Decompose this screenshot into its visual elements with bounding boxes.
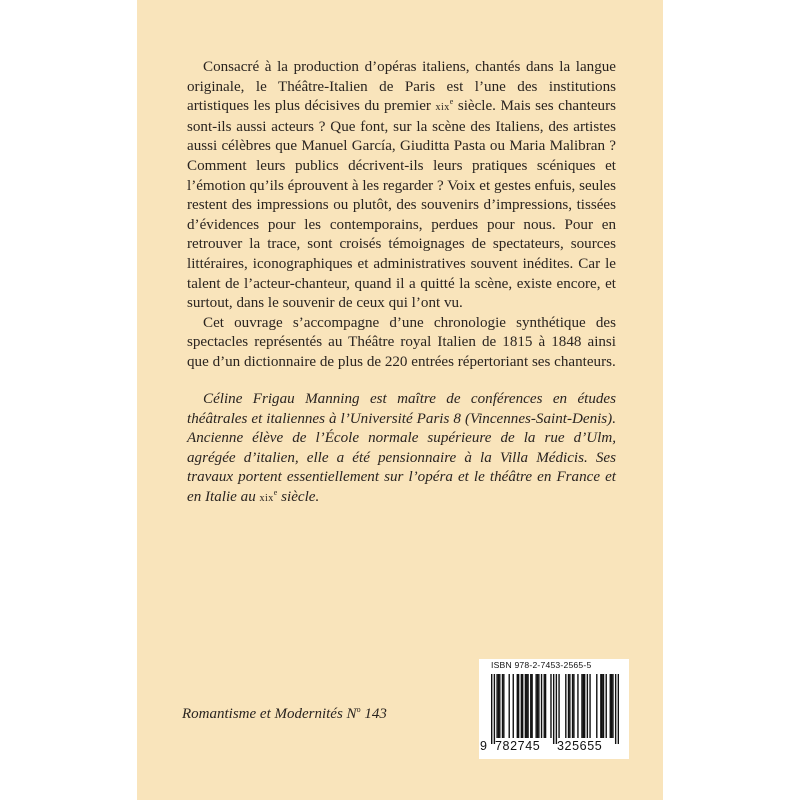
barcode-bar — [589, 674, 590, 738]
barcode-digit-first: 9 — [480, 739, 488, 753]
barcode-bar — [521, 674, 522, 738]
barcode-bar — [596, 674, 597, 738]
blurb-p1-text-a: Consacré à la production d’opéras italiens, chantés dans la langue originale, le Théâtre-Italien de Paris est l’une des institutions artistiques les plus décisives du premier — [187, 59, 616, 115]
barcode-bar — [565, 674, 566, 738]
barcode-bar — [518, 674, 519, 738]
century-superscript: e — [449, 97, 454, 107]
barcode-bar — [509, 674, 510, 738]
barcode-bar — [583, 674, 584, 738]
barcode-bar — [600, 674, 601, 738]
bio-century-smallcaps: xix — [259, 492, 274, 504]
barcode-bar — [569, 674, 570, 738]
blurb — [187, 58, 616, 373]
barcode-bar — [545, 674, 546, 738]
barcode-bar — [603, 674, 604, 738]
series-number-sign-sup: o — [356, 705, 361, 714]
barcode-bar — [541, 674, 542, 738]
barcode-bar — [499, 674, 500, 738]
barcode-bar — [517, 674, 518, 738]
barcode-bar — [503, 674, 504, 738]
blurb-paragraph-2: Cet ouvrage s’accompagne d’une chronologie synthétique des spectacles représentés au Théâtre royal Italien de 1815 à 1848 ainsi que d’un dictionnaire de plus de 220 entrées répertoriant ses chanteurs. — [187, 314, 616, 370]
barcode-bar — [615, 674, 616, 744]
barcode-bar — [538, 674, 539, 738]
barcode-bar — [558, 674, 559, 738]
barcode-bar — [530, 674, 531, 738]
barcode-bar — [568, 674, 569, 738]
century-smallcaps: xix — [435, 102, 450, 114]
isbn-label: ISBN 978-2-7453-2565-5 — [491, 660, 592, 670]
barcode-bar — [584, 674, 585, 738]
barcode-bar — [550, 674, 551, 738]
barcode-bar — [525, 674, 526, 738]
barcode-bar — [537, 674, 538, 738]
barcode-bar — [601, 674, 602, 738]
series-number: 143 — [360, 706, 387, 722]
barcode-panel — [479, 659, 629, 759]
barcode-bar — [491, 674, 492, 744]
barcode-bar — [544, 674, 545, 738]
barcode-bar — [572, 674, 573, 738]
barcode-bar — [502, 674, 503, 738]
barcode-bar — [498, 674, 499, 738]
book-back-cover — [137, 0, 663, 800]
barcode-bar — [553, 674, 554, 744]
barcode-bar — [522, 674, 523, 738]
barcode-bar — [618, 674, 619, 744]
barcode-bars — [491, 674, 619, 744]
barcode-digits-right: 325655 — [557, 739, 603, 753]
barcode-bar — [527, 674, 528, 738]
barcode-bar — [611, 674, 612, 738]
author-bio — [187, 390, 616, 509]
barcode-bar — [531, 674, 532, 738]
barcode-bar — [606, 674, 607, 738]
barcode-bar — [577, 674, 578, 738]
blurb-p1-text-b: siècle. Mais ses chanteurs sont-ils aussi acteurs ? Que font, sur la scène des Italiens, des artistes aussi célèbres que Manuel García, Giuditta Pasta ou Maria Malibran ? Comment leurs publics décrivent-ils leurs pratiques scéniques et l’émotion qu’ils éprouvent à les regarder ? Voix et gestes enfuis, seules restent des impressions ou plutôt, des souvenirs d’impressions, tissées d’évidences pour les contemporains, perdues pour nous. Pour en retrouver la trace, sont croisés témoignages de spectateurs, sources littéraires, iconographiques et administratives souvent inédites. Car le talent de l’acteur-chanteur, quand il a quitté la scène, existe encore, et surtout, dans le souvenir de ceux qui l’ont vu. — [187, 98, 616, 312]
bio-text-b: siècle. — [277, 488, 320, 505]
barcode-bar — [556, 674, 557, 744]
barcode-bar — [526, 674, 527, 738]
barcode-bar — [494, 674, 495, 744]
barcode-bar — [535, 674, 536, 738]
barcode-bar — [581, 674, 582, 738]
blurb-paragraph-1 — [187, 58, 616, 314]
series-name: Romantisme et Modernités N — [182, 706, 357, 722]
bio-century-superscript: e — [273, 487, 278, 497]
bio-text-a: Céline Frigau Manning est maître de conférences en études théâtrales et italiennes à l’Université Paris 8 (Vincennes-Saint-Denis). Ancienne élève de l’École normale supérieure de la rue d’Ulm, agrégée d’italien, elle a été pensionnaire à la Villa Médicis. Ses travaux portent essentiellement sur l’opéra et le théâtre en France et en Italie au — [187, 391, 616, 505]
barcode-bar — [573, 674, 574, 738]
barcode-bar — [610, 674, 611, 738]
barcode-digits-left: 782745 — [495, 739, 541, 753]
barcode-bar — [612, 674, 613, 738]
barcode-bar — [496, 674, 497, 738]
barcode-bar — [587, 674, 588, 738]
barcode-bar — [513, 674, 514, 738]
series-title — [182, 706, 387, 723]
